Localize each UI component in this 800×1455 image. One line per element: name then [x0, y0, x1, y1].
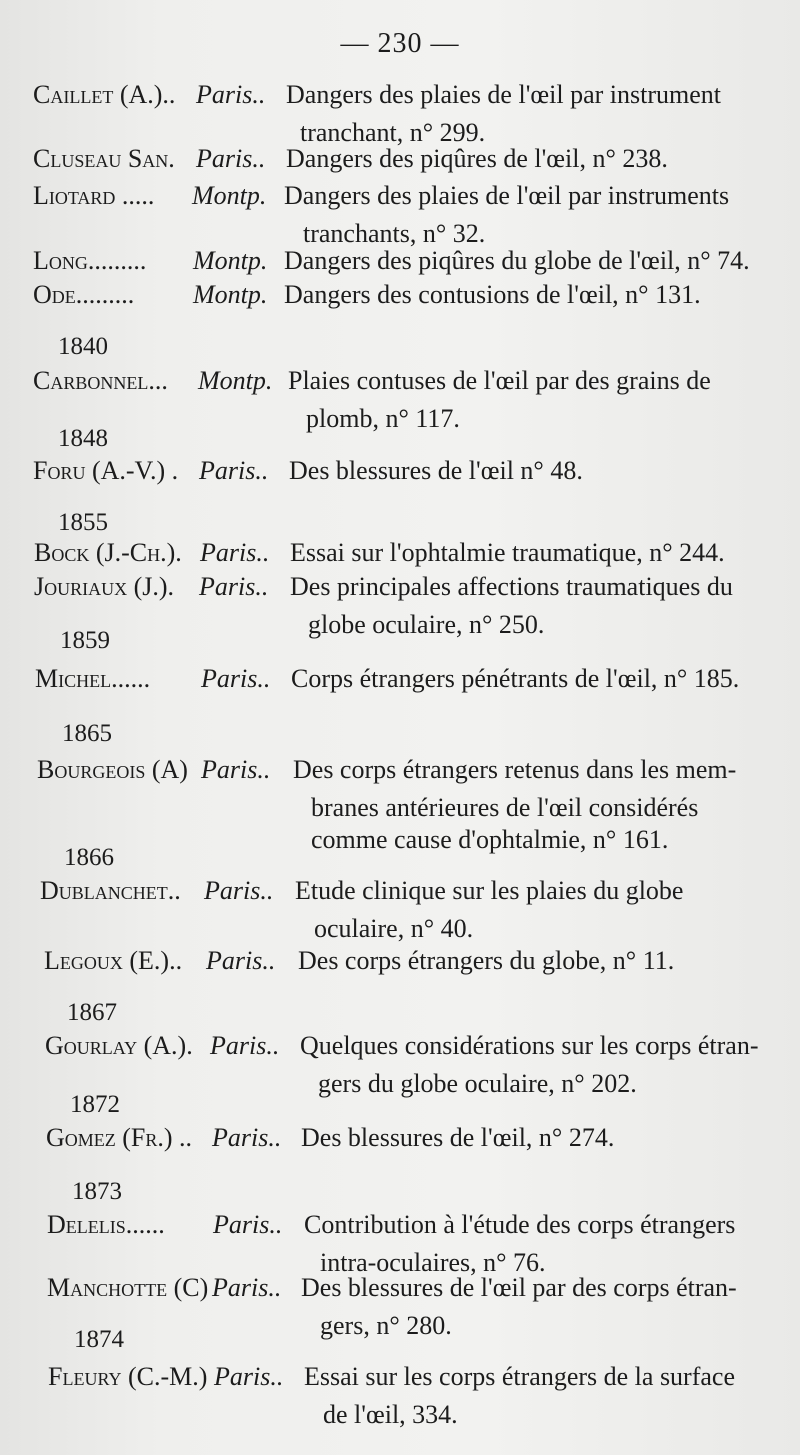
year-heading: 1872 [70, 1091, 120, 1118]
entry-title: Des principales affections traumatiques du [290, 572, 733, 601]
bibliography-entry [0, 456, 800, 496]
year-heading: 1865 [62, 720, 112, 747]
bibliography-entry [0, 80, 800, 147]
bibliography-entry [0, 946, 800, 986]
entry-city: Paris.. [212, 1123, 282, 1152]
year-heading: 1867 [67, 999, 117, 1026]
year-heading: 1840 [58, 333, 108, 360]
entry-title: Des corps étrangers retenus dans les mem- [293, 755, 737, 784]
entry-city: Paris.. [199, 456, 269, 485]
year-heading: 1848 [58, 425, 108, 452]
entry-author: Jouriaux (J.). [34, 572, 175, 601]
page-number: — 230 — [340, 28, 460, 59]
entry-author: Cluseau San. [33, 144, 175, 173]
entry-title-continuation: oculaire, n° 40. [314, 914, 474, 943]
bibliography-entry [0, 1031, 800, 1098]
bibliography-entry [0, 1210, 800, 1277]
entry-author: Foru (A.-V.) . [33, 456, 179, 485]
bibliography-entry [0, 876, 800, 943]
entry-author: Caillet (A.).. [33, 80, 176, 109]
entry-title-continuation: gers, n° 280. [320, 1311, 452, 1340]
entry-city: Montp. [198, 366, 273, 395]
entry-author: Bourgeois (A) [37, 755, 188, 784]
year-heading: 1873 [72, 1178, 122, 1205]
entry-author: Liotard ..... [33, 181, 155, 210]
entry-city: Paris.. [214, 1362, 284, 1391]
entry-city: Paris.. [200, 538, 270, 567]
bibliography-entry [0, 144, 800, 184]
bibliography-entry [0, 1123, 800, 1163]
entry-title: Des blessures de l'œil n° 48. [289, 456, 583, 485]
entry-author: Bock (J.-Ch.). [34, 538, 182, 567]
entry-city: Paris.. [199, 572, 269, 601]
entry-title: Etude clinique sur les plaies du globe [295, 876, 684, 905]
entry-city: Montp. [192, 181, 267, 210]
bibliography-entry [0, 755, 800, 854]
entry-author: Manchotte (C) [47, 1273, 209, 1302]
entry-author: Delelis...... [47, 1210, 165, 1239]
bibliography-entry [0, 664, 800, 704]
bibliography-entry [0, 1362, 800, 1429]
year-heading: 1874 [74, 1326, 124, 1353]
entry-title: Contribution à l'étude des corps étrangers [304, 1210, 736, 1239]
entry-title-continuation: plomb, n° 117. [306, 404, 460, 433]
bibliography-entry [0, 572, 800, 639]
entry-author: Gomez (Fr.) .. [46, 1123, 193, 1152]
entry-title: Essai sur l'ophtalmie traumatique, n° 244. [290, 538, 725, 567]
entry-title: Dangers des piqûres de l'œil, n° 238. [286, 144, 668, 173]
entry-city: Montp. [193, 280, 268, 309]
entry-title: Essai sur les corps étrangers de la surface [304, 1362, 735, 1391]
entry-author: Fleury (C.-M.) [48, 1362, 208, 1391]
entry-author: Michel...... [35, 664, 151, 693]
entry-city: Paris.. [201, 664, 271, 693]
year-heading: 1859 [60, 627, 110, 654]
entry-title: Corps étrangers pénétrants de l'œil, n° 185. [291, 664, 740, 693]
entry-city: Montp. [193, 246, 268, 275]
entry-title: Dangers des piqûres du globe de l'œil, n° 74. [284, 246, 750, 275]
entry-author: Ode......... [33, 280, 135, 309]
entry-title-continuation: globe oculaire, n° 250. [308, 610, 545, 639]
bibliography-entry [0, 366, 800, 433]
entry-city: Paris.. [206, 946, 276, 975]
entry-city: Paris.. [210, 1031, 280, 1060]
entry-title: Plaies contuses de l'œil par des grains de [288, 366, 711, 395]
entry-title: Dangers des plaies de l'œil par instrument [286, 80, 722, 109]
bibliography-entry [0, 280, 800, 320]
entry-title: Des corps étrangers du globe, n° 11. [298, 946, 675, 975]
entry-city: Paris.. [196, 80, 266, 109]
year-heading: 1855 [58, 509, 108, 536]
entry-title-continuation: intra-oculaires, n° 76. [320, 1248, 546, 1277]
entry-city: Paris.. [201, 755, 271, 784]
entry-title-continuation: branes antérieures de l'œil considérés [311, 793, 699, 822]
entry-city: Paris.. [196, 144, 266, 173]
entry-city: Paris.. [213, 1210, 283, 1239]
entry-title-continuation: tranchant, n° 299. [300, 118, 486, 147]
entry-title: Des blessures de l'œil, n° 274. [301, 1123, 615, 1152]
entry-author: Long......... [33, 246, 147, 275]
entry-title: Des blessures de l'œil par des corps étran- [301, 1273, 737, 1302]
entry-title: Dangers des plaies de l'œil par instruments [284, 181, 730, 210]
entry-author: Carbonnel... [33, 366, 168, 395]
entry-city: Paris.. [212, 1273, 282, 1302]
entry-title: Dangers des contusions de l'œil, n° 131. [284, 280, 701, 309]
entry-city: Paris.. [204, 876, 274, 905]
entry-author: Gourlay (A.). [45, 1031, 193, 1060]
entry-author: Legoux (E.).. [44, 946, 183, 975]
year-heading: 1866 [64, 844, 114, 871]
bibliography-entry [0, 181, 800, 248]
entry-title-continuation: de l'œil, 334. [323, 1400, 458, 1429]
entry-title-continuation: gers du globe oculaire, n° 202. [318, 1069, 637, 1098]
entry-title: Quelques considérations sur les corps étran- [300, 1031, 759, 1060]
entry-title-continuation: tranchants, n° 32. [303, 219, 486, 248]
entry-author: Dublanchet.. [40, 876, 181, 905]
entry-title-continuation: comme cause d'ophtalmie, n° 161. [311, 825, 669, 854]
